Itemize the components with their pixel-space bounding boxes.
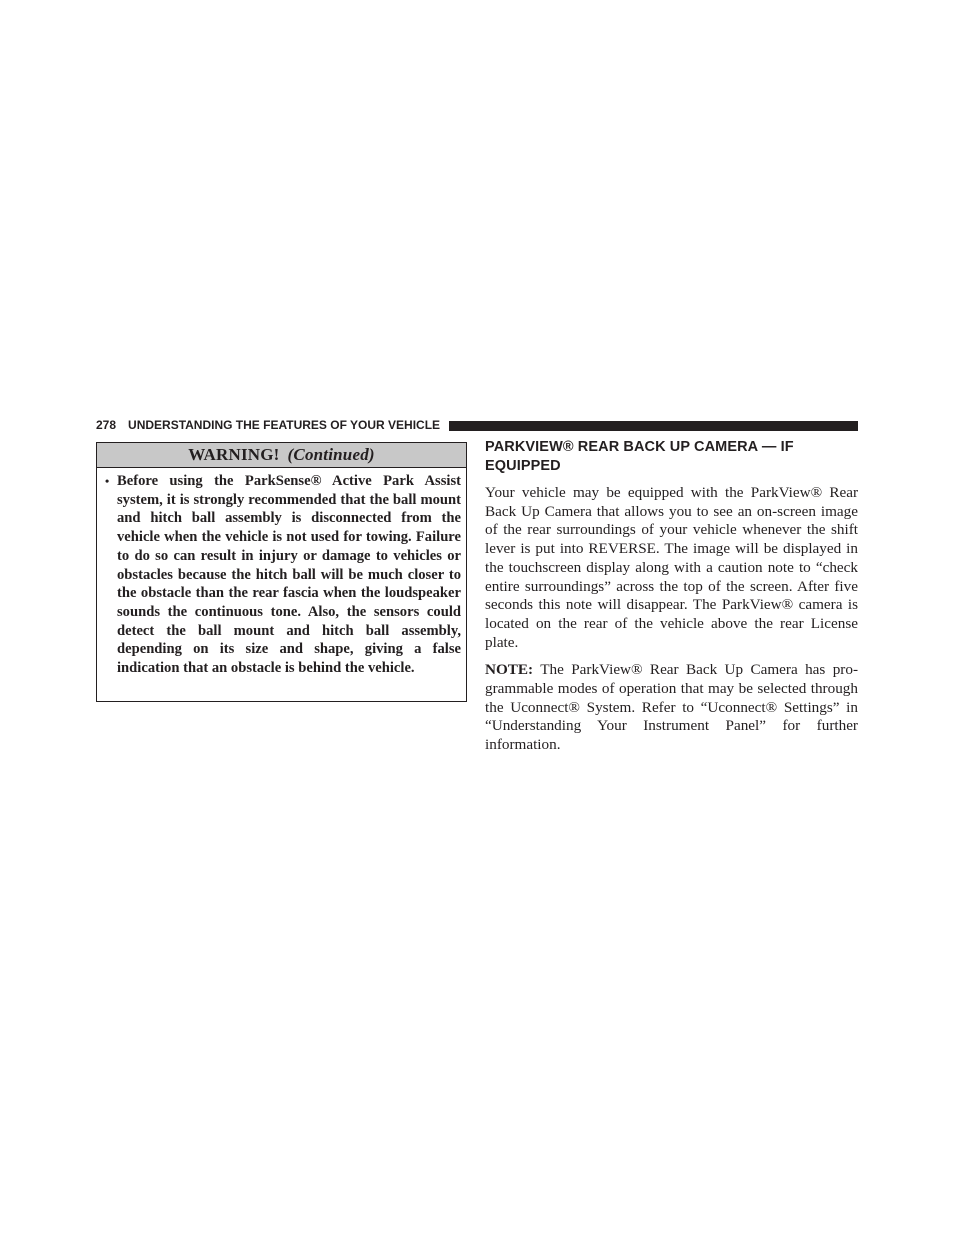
warning-continued-label: (Continued) bbox=[287, 445, 375, 464]
page-header bbox=[96, 417, 858, 433]
bullet-icon: • bbox=[105, 474, 110, 488]
header-rule-bar bbox=[449, 421, 858, 431]
note-text: The ParkView® Rear Back Up Camera has programmable modes of operation that may be selected through the Uconnect® System. Refer to “Uconnect® Settings” in “Understanding Your Instrument Panel” for further information. bbox=[485, 661, 859, 754]
warning-text: Before using the ParkSense® Active Park Assist system, it is strongly recommended that the ball mount and hitch ball assembly is disconnected from the vehicle when the vehicle is not used for towing. Failure to do so can result in injury or damage to vehicles or obstacles because the hitch ball will be much closer to the obstacle than the rear fascia when the loudspeaker sounds the continuous tone. Also, the sensors could detect the ball mount and hitch ball assembly, depending on its size and shape, giving a false indication that an obstacle is behind the vehicle. bbox=[117, 473, 461, 677]
parkview-note bbox=[485, 661, 858, 755]
parkview-heading: PARKVIEW® REAR BACK UP CAMERA — IF EQUIPPED bbox=[485, 439, 794, 474]
warning-title: WARNING! bbox=[188, 445, 280, 464]
page-number: 278 bbox=[96, 418, 117, 432]
warning-box bbox=[96, 442, 467, 702]
warning-header bbox=[97, 443, 466, 468]
section-title: UNDERSTANDING THE FEATURES OF YOUR VEHICLE bbox=[128, 418, 441, 432]
parkview-section bbox=[485, 438, 858, 764]
parkview-paragraph: Your vehicle may be equipped with the ParkView® Rear Back Up Camera that allows you to see an on-screen image of the rear surroundings of your vehicle whenever the shift lever is put into REVERSE. The image will be displayed in the touchscreen display along with a caution note to “check entire surroundings” across the top of the screen. After five seconds this note will disappear. The ParkView® camera is located on the rear of the vehicle above the rear License plate. bbox=[485, 484, 858, 651]
note-label: NOTE: bbox=[485, 661, 534, 679]
warning-body bbox=[97, 468, 466, 678]
